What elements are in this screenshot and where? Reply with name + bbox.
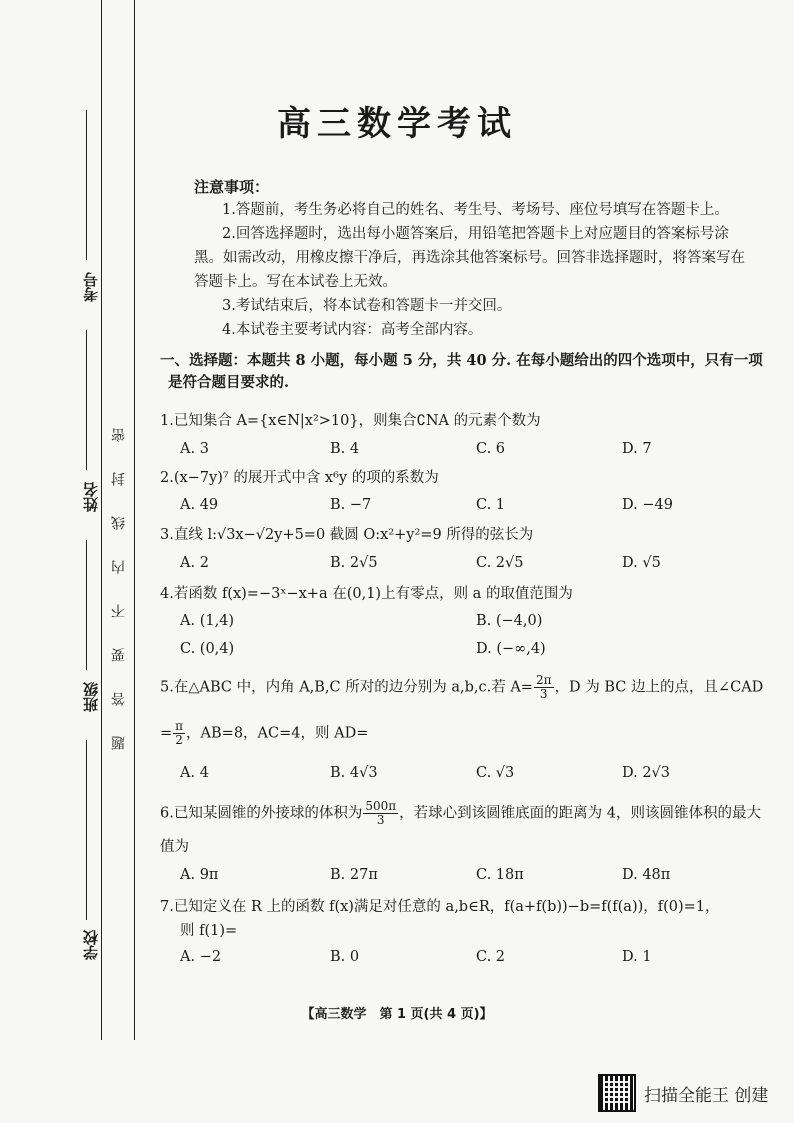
q6-stem-a: 6.已知某圆锥的外接球的体积为 xyxy=(160,805,363,822)
option-b: B. −7 xyxy=(330,497,372,513)
question-7-line2: 则 f(1)= xyxy=(180,923,238,939)
question-4: 4.若函数 f(x)=−3ˣ−x+a 在(0,1)上有零点，则 a 的取值范围为 xyxy=(160,586,573,602)
q5-stem-a: 5.在△ABC 中，内角 A,B,C 所对的边分别为 a,b,c.若 A= xyxy=(160,679,533,696)
question-4-options-row2 xyxy=(180,638,772,660)
exam-no-label: 考号 xyxy=(82,272,100,302)
q6-stem-b: ，若球心到该圆锥底面的距离为 4，则该圆锥体积的最大 xyxy=(399,805,761,822)
scanner-watermark xyxy=(598,1073,768,1113)
option-c: C. √3 xyxy=(476,765,515,781)
option-b: B. 0 xyxy=(330,949,360,965)
fraction-numerator: π xyxy=(175,719,184,733)
question-4-options-row1 xyxy=(180,610,772,632)
option-d: D. 48π xyxy=(622,867,671,883)
binding-rule-outer xyxy=(101,0,102,1040)
name-label: 姓名 xyxy=(82,482,100,512)
option-c: C. 1 xyxy=(476,497,506,513)
question-7-options xyxy=(180,946,772,968)
q5-fraction-a xyxy=(534,674,554,701)
section-heading: 一、选择题：本题共 8 小题，每小题 5 分，共 40 分. 在每小题给出的四个选项中，只有一项是符合题目要求的. xyxy=(160,352,763,391)
notice-item: 2.回答选择题时，选出每小题答案后，用铅笔把答题卡上对应题目的答案标号涂黑。如需改动，用橡皮擦干净后，再选涂其他答案标号。回答非选择题时，将答案写在答题卡上。写在本试卷上无效。 xyxy=(194,226,745,290)
option-a: A. 3 xyxy=(180,441,209,457)
option-c: C. 18π xyxy=(476,867,524,883)
option-b: B. 4√3 xyxy=(330,765,378,781)
notice-list xyxy=(194,198,749,342)
page-footer: 【高三数学 第 1 页(共 4 页)】 xyxy=(301,1007,493,1022)
option-c: C. 2√5 xyxy=(476,555,524,571)
question-6-options xyxy=(180,864,772,886)
option-a: A. 49 xyxy=(180,497,219,513)
question-5-line2 xyxy=(160,720,772,747)
option-a: A. 2 xyxy=(180,555,209,571)
name-blank xyxy=(86,330,87,470)
question-5-line1 xyxy=(160,674,772,701)
binding-rule-inner xyxy=(134,0,135,1040)
option-c: C. 2 xyxy=(476,949,506,965)
question-2: 2.(x−7y)⁷ 的展开式中含 x⁶y 的项的系数为 xyxy=(160,470,439,486)
class-blank xyxy=(86,540,87,670)
question-1-options xyxy=(180,438,772,460)
school-label: 学校 xyxy=(82,930,100,960)
q5-stem-c: ，AB=8，AC=4，则 AD= xyxy=(186,725,369,742)
fraction-denominator: 3 xyxy=(376,813,385,827)
scanner-text: 扫描全能王 创建 xyxy=(644,1085,769,1106)
q5-stem-b: ，D 为 BC 边上的点，且∠CAD xyxy=(554,679,764,696)
question-2-options xyxy=(180,494,772,516)
notice-item: 1.答题前，考生务必将自己的姓名、考生号、考场号、座位号填写在答题卡上。 xyxy=(222,202,729,218)
option-d: D. 7 xyxy=(622,441,652,457)
option-d: D. 2√3 xyxy=(622,765,671,781)
fraction-denominator: 2 xyxy=(175,733,183,747)
q5-equals: = xyxy=(160,725,173,742)
question-5-options xyxy=(180,762,772,784)
fraction-numerator: 500π xyxy=(365,799,397,813)
question-3: 3.直线 l:√3x−√2y+5=0 截圆 O:x²+y²=9 所得的弦长为 xyxy=(160,527,534,543)
option-d: D. (−∞,4) xyxy=(476,641,546,657)
q5-fraction-c xyxy=(173,720,185,747)
qr-code-icon xyxy=(598,1074,636,1112)
option-b: B. (−4,0) xyxy=(476,613,543,629)
option-b: B. 4 xyxy=(330,441,360,457)
option-d: D. 1 xyxy=(622,949,652,965)
notice-heading: 注意事项： xyxy=(194,178,270,196)
question-6-line2: 值为 xyxy=(160,839,189,855)
notice-item: 3.考试结束后，将本试卷和答题卡一并交回。 xyxy=(222,298,512,314)
notice-item: 4.本试卷主要考试内容：高考全部内容。 xyxy=(222,322,483,338)
class-label: 班级 xyxy=(82,682,100,712)
question-6-line1 xyxy=(160,800,772,827)
option-b: B. 27π xyxy=(330,867,378,883)
option-a: A. 9π xyxy=(180,867,219,883)
question-7-line1: 7.已知定义在 R 上的函数 f(x)满足对任意的 a,b∈R，f(a+f(b))−b=f(f(a))，f(0)=1， xyxy=(160,899,720,915)
seal-line-text: 题答要不内线封密 xyxy=(111,398,127,750)
q6-fraction xyxy=(363,800,398,827)
option-c: C. (0,4) xyxy=(180,641,235,657)
option-a: A. 4 xyxy=(180,765,209,781)
exam-title: 高三数学考试 xyxy=(277,104,517,144)
option-c: C. 6 xyxy=(476,441,506,457)
question-1: 1.已知集合 A={x∈N|x²>10}，则集合∁NA 的元素个数为 xyxy=(160,413,541,429)
question-3-options xyxy=(180,552,772,574)
option-d: D. −49 xyxy=(622,497,673,513)
school-blank xyxy=(86,740,87,920)
option-a: A. −2 xyxy=(180,949,222,965)
option-b: B. 2√5 xyxy=(330,555,378,571)
fraction-numerator: 2π xyxy=(535,673,552,687)
option-a: A. (1,4) xyxy=(180,613,235,629)
fraction-denominator: 3 xyxy=(539,687,548,701)
option-d: D. √5 xyxy=(622,555,661,571)
